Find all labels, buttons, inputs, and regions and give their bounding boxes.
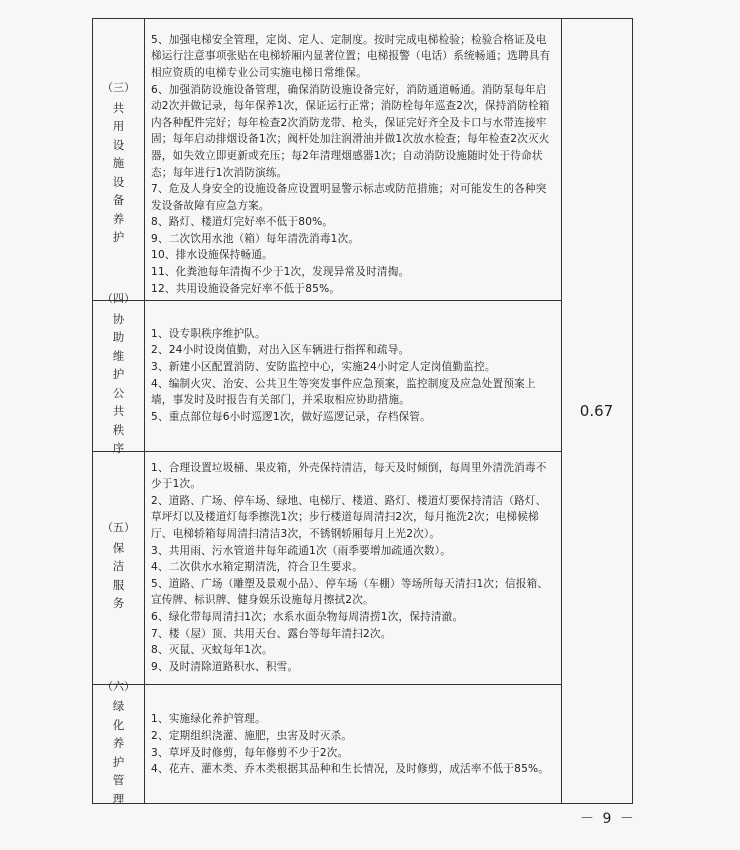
list-item: 11、化粪池每年清掏不少于1次，发现异常及时清掏。 xyxy=(151,266,410,279)
label-char: 护 xyxy=(112,230,125,244)
list-item: 4、二次供水水箱定期清洗，符合卫生要求。 xyxy=(151,561,364,574)
list-item: 3、新建小区配置消防、安防监控中心，实施24小时定人定岗值勤监控。 xyxy=(151,360,496,373)
list-item: 7、楼（屋）顶、共用天台、露台等每年清扫2次。 xyxy=(151,627,392,640)
page-number: － 9 － xyxy=(580,811,636,827)
label-char: 助 xyxy=(112,330,125,344)
section-label xyxy=(93,19,144,300)
label-char: 设 xyxy=(112,174,125,189)
label-char: 用 xyxy=(112,119,125,133)
label-char: 护 xyxy=(112,754,125,769)
section-number: （四） xyxy=(102,292,135,305)
label-char: 养 xyxy=(112,211,125,226)
label-char: 保 xyxy=(112,540,125,555)
list-item: 10、排水设施保持畅通。 xyxy=(151,249,273,262)
list-item: 9、二次饮用水池（箱）每年清洗消毒1次。 xyxy=(151,232,360,245)
label-char: 序 xyxy=(112,441,125,455)
label-char: 维 xyxy=(112,348,125,363)
list-item: 1、合理设置垃圾桶、果皮箱，外壳保持清洁，每天及时倾倒，每周里外清洗消毒不少于1次。 xyxy=(151,461,547,491)
section-label xyxy=(93,451,144,684)
label-char: 共 xyxy=(112,100,125,115)
list-item: 6、加强消防设施设备管理，确保消防设施设备完好，消防通道畅通。消防泵每年启动2次并做记录，每年保养1次，保证运行正常；消防栓每年巡查2次，保持消防栓箱内各种配件完好；每年检查2次消防龙带、枪头，保证完好齐全及卡口与水带连接牢固；每年启动排烟设备1次；阀杆处加注润滑油并做1次放水检查；每年检查2次灭火器，如失效立即更新或充压；每2年清理烟感器1次；自动消防设施随时处于待命状态；每年进行1次消防演练。 xyxy=(151,83,550,179)
label-char: 洁 xyxy=(112,559,125,573)
list-item: 5、道路、广场（雕塑及景观小品）、停车场（车棚）等场所每天清扫1次；信报箱、宣传牌、标识牌、健身娱乐设施每月擦拭2次。 xyxy=(151,577,549,607)
list-item: 6、绿化带每周清扫1次；水系水面杂物每周清捞1次，保持清澈。 xyxy=(151,610,464,623)
label-char: 设 xyxy=(112,137,125,152)
list-item: 7、危及人身安全的设施设备应设置明显警示标志或防范措施；对可能发生的各种突发设备故障有应急方案。 xyxy=(151,183,547,212)
section-shared-facilities xyxy=(93,19,563,300)
label-char: 秩 xyxy=(112,422,125,437)
label-char: 共 xyxy=(112,404,125,418)
label-char: 理 xyxy=(112,791,125,806)
list-item: 8、路灯、楼道灯完好率不低于80%。 xyxy=(151,216,334,229)
list-item: 4、花卉、灌木类、乔木类根据其品种和生长情况，及时修剪，成活率不低于85%。 xyxy=(151,763,550,776)
section-content xyxy=(151,451,551,684)
list-item: 3、草坪及时修剪，每年修剪不少于2次。 xyxy=(151,746,349,759)
label-char: 协 xyxy=(112,311,125,326)
section-number: （五） xyxy=(102,521,135,534)
label-char: 服 xyxy=(112,577,125,592)
section-number: （六） xyxy=(102,679,135,693)
label-char: 绿 xyxy=(112,699,125,713)
label-char: 务 xyxy=(112,596,125,610)
section-cleaning xyxy=(93,451,563,684)
section-greening xyxy=(93,679,563,806)
list-item: 8、灭鼠、灭蚊每年1次。 xyxy=(151,644,273,657)
label-char: 备 xyxy=(112,193,125,207)
section-content xyxy=(151,684,551,805)
list-item: 3、共用雨、污水管道井每年疏通1次（雨季要增加疏通次数）。 xyxy=(151,544,452,557)
label-char: 公 xyxy=(112,385,125,400)
list-item: 2、定期组织浇灌、施肥，虫害及时灭杀。 xyxy=(151,729,353,742)
section-number: （三） xyxy=(102,81,135,94)
list-item: 9、及时清除道路积水、积雪。 xyxy=(151,660,299,673)
list-item: 2、道路、广场、停车场、绿地、电梯厅、楼道、路灯、楼道灯要保持清洁（路灯、草坪灯以及楼道灯每季擦洗1次；步行楼道每周清扫2次，每月拖洗2次；电梯候梯厅、电梯轿箱每周清扫清洁3次，不锈钢轿厢每月上光2次）。 xyxy=(151,494,547,541)
section-public-order xyxy=(93,292,563,455)
section-content xyxy=(151,300,551,451)
list-item: 1、实施绿化养护管理。 xyxy=(151,713,266,726)
list-item: 2、24小时设岗值勤，对出入区车辆进行指挥和疏导。 xyxy=(151,344,410,357)
list-item: 12、共用设施设备完好率不低于85%。 xyxy=(151,282,341,295)
list-item: 5、重点部位每6小时巡逻1次，做好巡逻记录，存档保管。 xyxy=(151,410,431,423)
section-label xyxy=(93,679,144,806)
score-value: 0.67 xyxy=(579,402,614,420)
list-item: 5、加强电梯安全管理，定岗、定人、定制度。按时完成电梯检验；检验合格证及电梯运行注意事项张贴在电梯轿厢内显著位置；电梯报警（电话）系统畅通；选聘具有相应资质的电梯专业公司实施电梯日常维保。 xyxy=(151,33,551,79)
service-standard-table xyxy=(92,18,633,804)
label-char: 管 xyxy=(112,773,125,787)
label-char: 养 xyxy=(112,736,125,750)
label-char: 化 xyxy=(112,717,125,732)
label-char: 护 xyxy=(112,367,125,381)
label-char: 施 xyxy=(112,156,125,170)
list-item: 1、设专职秩序维护队。 xyxy=(151,327,266,340)
section-content xyxy=(151,29,551,300)
section-label xyxy=(93,292,144,455)
list-item: 4、编制火灾、治安、公共卫生等突发事件应急预案，监控制度及应急处置预案上墙，事发时及时报告有关部门，并采取相应协助措施。 xyxy=(151,377,536,407)
